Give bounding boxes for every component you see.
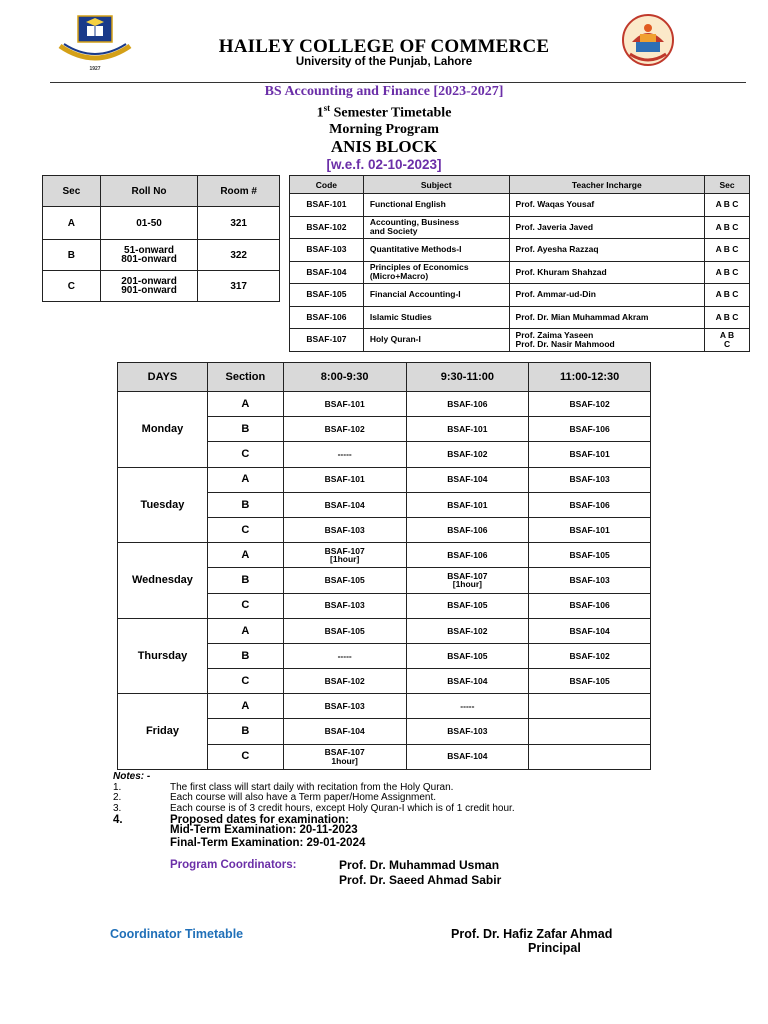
course-slot-cell: BSAF-105: [283, 618, 406, 643]
coordinators-label: Program Coordinators:: [170, 859, 297, 871]
coordinator-name: Prof. Dr. Muhammad Usman: [339, 858, 500, 872]
course-slot-cell: -----: [283, 643, 406, 668]
university-name: University of the Punjab, Lahore: [295, 56, 473, 68]
program-title: BS Accounting and Finance [2023-2027]: [264, 84, 504, 99]
table-row: [118, 543, 651, 568]
course-slot-cell: BSAF-101: [406, 492, 529, 517]
principal-title: Principal: [528, 941, 581, 955]
semester-title: 1st Semester Timetable: [316, 103, 452, 121]
course-slot-cell: BSAF-106: [529, 492, 651, 517]
section-cell: A: [207, 694, 283, 719]
table-row: B 51-onward 801-onward 322: [43, 240, 280, 271]
final-date: Final-Term Examination: 29-01-2024: [170, 837, 366, 849]
timetable-header-section: Section: [207, 363, 283, 392]
course-slot-cell: [529, 719, 651, 744]
course-slot-cell: BSAF-102: [529, 392, 651, 417]
note-item: 1. The first class will start daily with recitation from the Holy Quran.: [113, 781, 454, 793]
block-title: ANIS BLOCK: [330, 136, 438, 156]
course-slot-cell: BSAF-103: [283, 517, 406, 542]
section-cell: B: [207, 719, 283, 744]
note-item: 3. Each course is of 3 credit hours, except Holy Quran-I which is of 1 credit hour.: [113, 802, 515, 814]
section-cell: A: [207, 618, 283, 643]
course-slot-cell: BSAF-107 1hour]: [283, 744, 406, 769]
course-slot-cell: BSAF-104: [406, 744, 529, 769]
course-slot-cell: BSAF-102: [529, 643, 651, 668]
course-slot-cell: BSAF-102: [283, 417, 406, 442]
course-header-sec: Sec: [705, 176, 750, 194]
logo-year: 1927: [89, 66, 101, 72]
table-row: BSAF-103 Quantitative Methods-I Prof. Ayesha Razzaq A B C: [290, 239, 750, 262]
course-slot-cell: BSAF-105: [406, 593, 529, 618]
course-header-code: Code: [290, 176, 364, 194]
table-row: [118, 392, 651, 417]
course-slot-cell: BSAF-105: [529, 669, 651, 694]
timetable-header-days: DAYS: [118, 363, 208, 392]
table-row: BSAF-106 Islamic Studies Prof. Dr. Mian Muhammad Akram A B C: [290, 306, 750, 329]
section-cell: C: [207, 517, 283, 542]
course-slot-cell: BSAF-101: [283, 467, 406, 492]
course-slot-cell: [529, 744, 651, 769]
section-cell: B: [207, 492, 283, 517]
day-cell: Monday: [118, 392, 208, 468]
course-slot-cell: BSAF-105: [529, 543, 651, 568]
shift-title: Morning Program: [329, 121, 439, 137]
effective-date: [w.e.f. 02-10-2023]: [326, 156, 442, 172]
course-slot-cell: BSAF-103: [529, 568, 651, 593]
course-slot-cell: BSAF-103: [283, 593, 406, 618]
course-slot-cell: BSAF-101: [529, 517, 651, 542]
table-row: BSAF-104 Principles of Economics (Micro+Macro) Prof. Khuram Shahzad A B C: [290, 261, 750, 284]
header-divider: [50, 82, 746, 83]
course-slot-cell: BSAF-105: [283, 568, 406, 593]
table-row: C 201-onward 901-onward 317: [43, 271, 280, 302]
timetable-header-slot1: 8:00-9:30: [283, 363, 406, 392]
coordinator-name: Prof. Dr. Saeed Ahmad Sabir: [339, 873, 502, 887]
section-cell: B: [207, 643, 283, 668]
course-slot-cell: BSAF-104: [406, 467, 529, 492]
course-slot-cell: BSAF-104: [529, 618, 651, 643]
course-slot-cell: BSAF-104: [406, 669, 529, 694]
course-slot-cell: BSAF-107 [1hour]: [406, 568, 529, 593]
course-slot-cell: -----: [406, 694, 529, 719]
course-slot-cell: BSAF-106: [529, 593, 651, 618]
notes-section: [113, 772, 673, 826]
section-cell: A: [207, 392, 283, 417]
timetable-header-slot2: 9:30-11:00: [406, 363, 529, 392]
course-header-teacher: Teacher Incharge: [509, 176, 705, 194]
weekly-timetable: [117, 362, 651, 770]
course-slot-cell: BSAF-103: [406, 719, 529, 744]
section-cell: B: [207, 568, 283, 593]
course-slot-cell: BSAF-106: [406, 543, 529, 568]
day-cell: Friday: [118, 694, 208, 770]
section-cell: A: [207, 543, 283, 568]
table-row: [118, 467, 651, 492]
course-table: [289, 175, 750, 352]
title-block: [0, 84, 768, 173]
course-slot-cell: BSAF-107 [1hour]: [283, 543, 406, 568]
section-header-sec: Sec: [43, 176, 101, 207]
course-slot-cell: BSAF-104: [283, 719, 406, 744]
section-cell: A: [207, 467, 283, 492]
section-cell: C: [207, 593, 283, 618]
table-row: BSAF-101 Functional English Prof. Waqas Yousaf A B C: [290, 194, 750, 217]
course-slot-cell: BSAF-106: [406, 517, 529, 542]
day-cell: Thursday: [118, 618, 208, 694]
course-slot-cell: -----: [283, 442, 406, 467]
course-slot-cell: BSAF-101: [283, 392, 406, 417]
course-slot-cell: BSAF-101: [406, 417, 529, 442]
table-row: BSAF-105 Financial Accounting-I Prof. Ammar-ud-Din A B C: [290, 284, 750, 307]
day-cell: Wednesday: [118, 543, 208, 619]
table-row: BSAF-107 Holy Quran-I Prof. Zaima Yaseen Prof. Dr. Nasir Mahmood A B C: [290, 329, 750, 352]
note-item: 4. Proposed dates for examination:: [113, 814, 349, 826]
course-slot-cell: BSAF-106: [406, 392, 529, 417]
day-cell: Tuesday: [118, 467, 208, 543]
midterm-date: Mid-Term Examination: 20-11-2023: [170, 824, 358, 836]
section-cell: C: [207, 669, 283, 694]
course-slot-cell: BSAF-104: [283, 492, 406, 517]
course-slot-cell: [529, 694, 651, 719]
section-table: [42, 175, 280, 302]
college-name: HAILEY COLLEGE OF COMMERCE: [218, 36, 550, 57]
principal-name: Prof. Dr. Hafiz Zafar Ahmad: [451, 927, 613, 941]
course-slot-cell: BSAF-106: [529, 417, 651, 442]
table-row: A 01-50 321: [43, 207, 280, 240]
course-slot-cell: BSAF-103: [283, 694, 406, 719]
course-slot-cell: BSAF-103: [529, 467, 651, 492]
course-slot-cell: BSAF-101: [529, 442, 651, 467]
course-slot-cell: BSAF-102: [283, 669, 406, 694]
section-cell: B: [207, 417, 283, 442]
course-slot-cell: BSAF-102: [406, 618, 529, 643]
table-row: BSAF-102 Accounting, Business and Society Prof. Javeria Javed A B C: [290, 216, 750, 239]
course-slot-cell: BSAF-105: [406, 643, 529, 668]
section-header-roll: Roll No: [100, 176, 198, 207]
section-cell: C: [207, 442, 283, 467]
course-slot-cell: BSAF-102: [406, 442, 529, 467]
note-item: 2. Each course will also have a Term paper/Home Assignment.: [113, 792, 437, 803]
timetable-header-slot3: 11:00-12:30: [529, 363, 651, 392]
section-header-room: Room #: [198, 176, 280, 207]
table-row: [118, 618, 651, 643]
table-row: [118, 694, 651, 719]
notes-heading: Notes: -: [113, 771, 151, 782]
section-cell: C: [207, 744, 283, 769]
coordinator-timetable-label: Coordinator Timetable: [110, 927, 244, 941]
course-header-subject: Subject: [363, 176, 509, 194]
